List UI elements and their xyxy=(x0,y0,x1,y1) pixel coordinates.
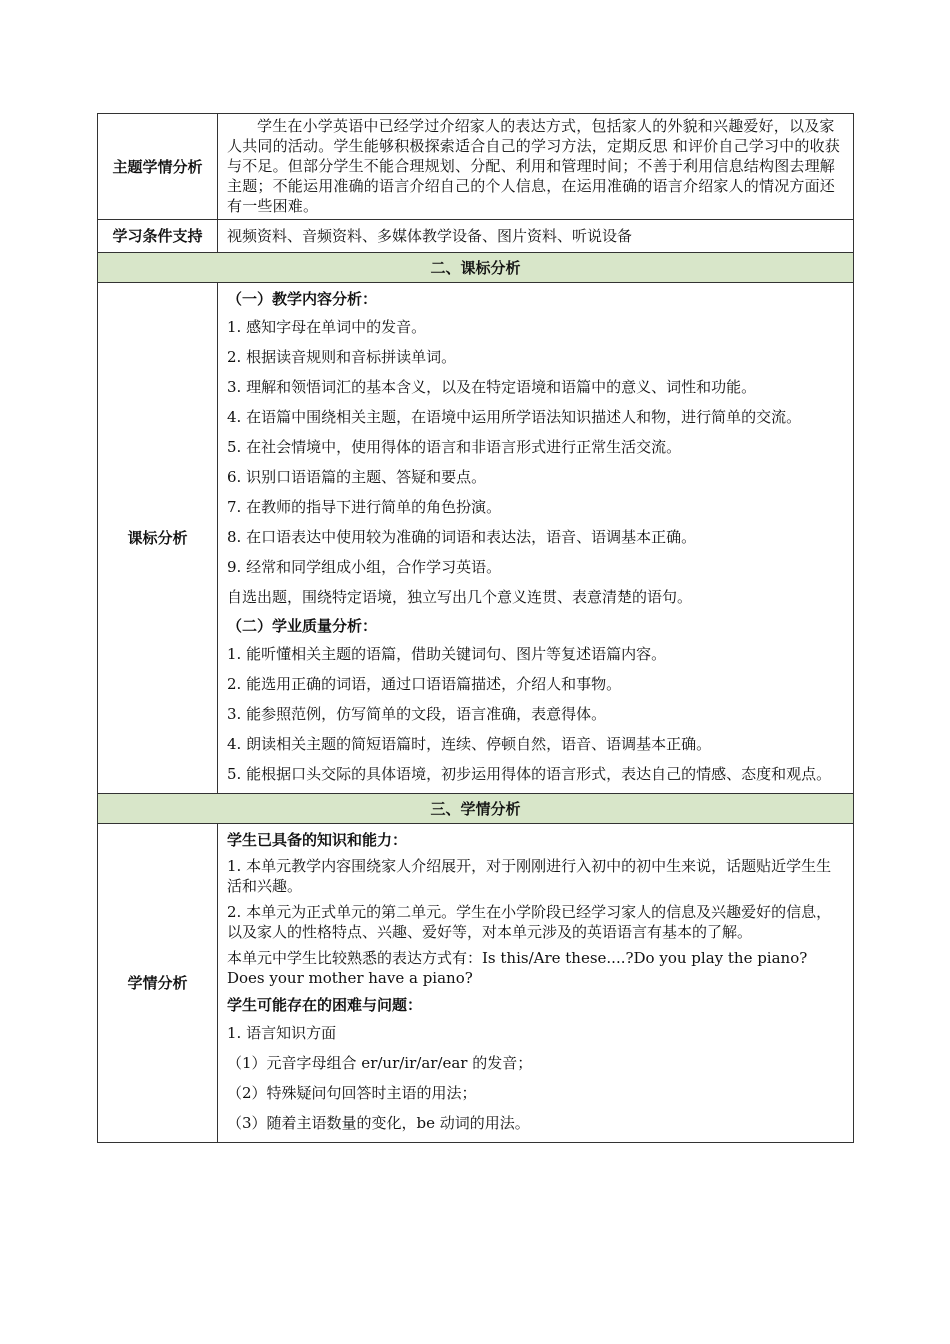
section-title-xueqing: 三、学情分析 xyxy=(98,794,854,824)
list-item: 1. 感知字母在单词中的发音。 xyxy=(227,318,427,336)
learning-support-text: 视频资料、音频资料、多媒体教学设备、图片资料、听说设备 xyxy=(218,220,854,253)
xueqing-heading-abilities: 学生已具备的知识和能力： xyxy=(227,831,408,849)
list-item: 7. 在教师的指导下进行简单的角色扮演。 xyxy=(227,498,502,516)
list-item: （2）特殊疑问句回答时主语的用法； xyxy=(227,1084,477,1102)
list-item: 4. 在语篇中围绕相关主题，在语境中运用所学语法知识描述人和物，进行简单的交流。 xyxy=(227,408,802,426)
theme-analysis-label: 主题学情分析 xyxy=(98,114,218,220)
kebiao-heading-content: （一）教学内容分析： xyxy=(227,290,378,308)
list-item: 4. 朗读相关主题的简短语篇时，连续、停顿自然，语音、语调基本正确。 xyxy=(227,735,712,753)
list-item: 本单元中学生比较熟悉的表达方式有：Is this/Are these....?Do you play the piano? Does your mother have a piano? xyxy=(227,949,808,987)
theme-analysis-text: 学生在小学英语中已经学过介绍家人的表达方式，包括家人的外貌和兴趣爱好，以及家人共同的活动。学生能够积极探索适合自己的学习方法，定期反思 和评价自己学习中的收获与不足。但部分学生不能合理规划、分配、利用和管理时间；不善于利用信息结构图去理解主题；不能运用准确的语言介绍自己的个人信息，在运用准确的语言介绍家人的情况方面还有一些困难。 xyxy=(227,117,840,215)
xueqing-heading-difficulties: 学生可能存在的困难与问题： xyxy=(227,996,423,1014)
list-item: 2. 根据读音规则和音标拼读单词。 xyxy=(227,348,457,366)
xueqing-content xyxy=(218,824,854,1143)
theme-analysis-row xyxy=(98,114,854,220)
list-item: 1. 语言知识方面 xyxy=(227,1024,337,1042)
section-header-row xyxy=(98,794,854,824)
kebiao-label: 课标分析 xyxy=(98,283,218,794)
list-item: 8. 在口语表达中使用较为准确的词语和表达法，语音、语调基本正确。 xyxy=(227,528,697,546)
learning-support-row xyxy=(98,220,854,253)
section-title-kebiao: 二、课标分析 xyxy=(98,253,854,283)
xueqing-label: 学情分析 xyxy=(98,824,218,1143)
theme-analysis-content xyxy=(218,114,854,220)
xueqing-row xyxy=(98,824,854,1143)
section-header-row xyxy=(98,253,854,283)
kebiao-row xyxy=(98,283,854,794)
kebiao-heading-quality: （二）学业质量分析： xyxy=(227,617,378,635)
learning-support-label: 学习条件支持 xyxy=(98,220,218,253)
list-item: （1）元音字母组合 er/ur/ir/ar/ear 的发音； xyxy=(227,1054,533,1072)
list-item: 1. 能听懂相关主题的语篇，借助关键词句、图片等复述语篇内容。 xyxy=(227,645,667,663)
lesson-plan-table xyxy=(97,113,854,1143)
list-item: 3. 能参照范例，仿写简单的文段，语言准确，表意得体。 xyxy=(227,705,607,723)
list-item: 3. 理解和领悟词汇的基本含义，以及在特定语境和语篇中的意义、词性和功能。 xyxy=(227,378,757,396)
list-item: 2. 本单元为正式单元的第二单元。学生在小学阶段已经学习家人的信息及兴趣爱好的信息，以及家人的性格特点、兴趣、爱好等，对本单元涉及的英语语言有基本的了解。 xyxy=(227,903,832,941)
list-item: 1. 本单元教学内容围绕家人介绍展开，对于刚刚进行入初中的初中生来说，话题贴近学生生活和兴趣。 xyxy=(227,857,832,895)
list-item: （3）随着主语数量的变化，be 动词的用法。 xyxy=(227,1114,530,1132)
list-item: 5. 能根据口头交际的具体语境，初步运用得体的语言形式，表达自己的情感、态度和观点。 xyxy=(227,765,832,783)
list-item: 5. 在社会情境中，使用得体的语言和非语言形式进行正常生活交流。 xyxy=(227,438,682,456)
list-item: 自选出题，围绕特定语境，独立写出几个意义连贯、表意清楚的语句。 xyxy=(227,588,693,606)
list-item: 9. 经常和同学组成小组，合作学习英语。 xyxy=(227,558,502,576)
list-item: 2. 能选用正确的词语，通过口语语篇描述，介绍人和事物。 xyxy=(227,675,622,693)
list-item: 6. 识别口语语篇的主题、答疑和要点。 xyxy=(227,468,487,486)
kebiao-content xyxy=(218,283,854,794)
